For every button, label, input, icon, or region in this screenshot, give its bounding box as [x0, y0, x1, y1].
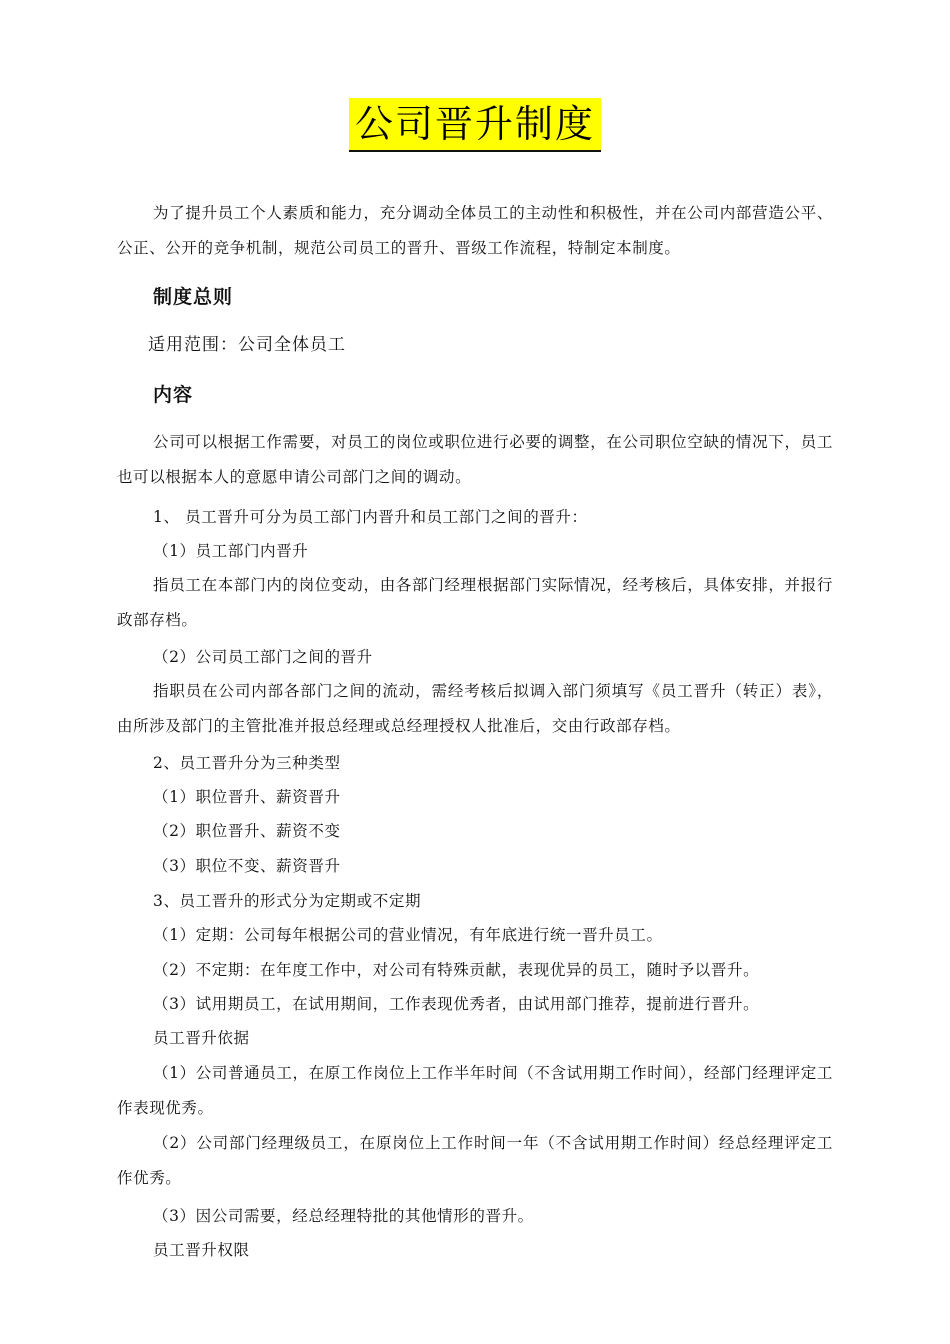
basis2-paragraph: （2）公司部门经理级员工，在原岗位上工作时间一年（不含试用期工作时间）经总经理评定工作优秀。 [117, 1134, 833, 1187]
item2-sub1-line: （1）职位晋升、薪资晋升 [153, 788, 341, 806]
item2-sub3-line: （3）职位不变、薪资晋升 [153, 857, 341, 875]
item1-sub2-desc: 指职员在公司内部各部门之间的流动，需经考核后拟调入部门须填写《员工晋升（转正）表》，由所涉及部门的主管批准并报总经理或总经理授权人批准后，交由行政部存档。 [117, 682, 833, 735]
item3-sub1-line: （1）定期：公司每年根据公司的营业情况，有年底进行统一晋升员工。 [153, 926, 663, 944]
item3-sub3-line: （3）试用期员工，在试用期间，工作表现优秀者，由试用部门推荐，提前进行晋升。 [153, 995, 760, 1013]
scope-line: 适用范围：公司全体员工 [148, 335, 346, 355]
item2-line: 2、员工晋升分为三种类型 [153, 754, 341, 772]
item3-line: 3、员工晋升的形式分为定期或不定期 [153, 892, 422, 910]
basis1-paragraph: （1）公司普通员工，在原工作岗位上工作半年时间（不含试用期工作时间），经部门经理评定工作表现优秀。 [117, 1064, 833, 1117]
authority-heading: 员工晋升权限 [153, 1241, 250, 1259]
content-intro-paragraph: 公司可以根据工作需要，对员工的岗位或职位进行必要的调整，在公司职位空缺的情况下，员工也可以根据本人的意愿申请公司部门之间的调动。 [117, 433, 833, 486]
content-heading: 内容 [153, 384, 194, 406]
intro-paragraph: 为了提升员工个人素质和能力，充分调动全体员工的主动性和积极性，并在公司内部营造公平、公正、公开的竞争机制，规范公司员工的晋升、晋级工作流程，特制定本制度。 [117, 204, 833, 257]
general-heading: 制度总则 [153, 286, 234, 308]
item1-line: 1、 员工晋升可分为员工部门内晋升和员工部门之间的晋升： [153, 508, 588, 526]
title-wrapper [0, 98, 950, 152]
basis-heading: 员工晋升依据 [153, 1029, 250, 1047]
document-title: 公司晋升制度 [349, 98, 601, 152]
item1-sub2-line: （2）公司员工部门之间的晋升 [153, 648, 373, 666]
item2-sub2-line: （2）职位晋升、薪资不变 [153, 822, 341, 840]
item1-sub1-desc: 指员工在本部门内的岗位变动，由各部门经理根据部门实际情况，经考核后，具体安排，并报行政部存档。 [117, 576, 833, 629]
item3-sub2-line: （2）不定期：在年度工作中，对公司有特殊贡献，表现优异的员工，随时予以晋升。 [153, 961, 760, 979]
basis3-line: （3）因公司需要，经总经理特批的其他情形的晋升。 [153, 1207, 534, 1225]
item1-sub1-line: （1）员工部门内晋升 [153, 542, 309, 560]
